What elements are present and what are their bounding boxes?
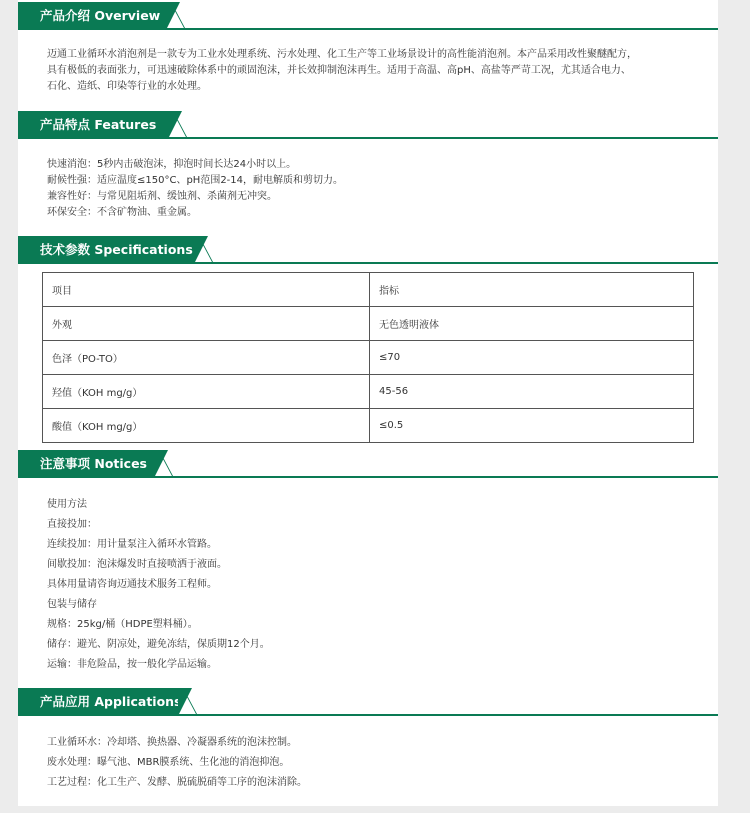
table-header-cell: 项目 bbox=[43, 273, 370, 307]
table-row bbox=[43, 341, 694, 375]
specs-section-header bbox=[18, 236, 718, 264]
notice-item: 连续投加：用计量泵注入循环水管路。 bbox=[47, 539, 217, 550]
application-item: 工艺过程：化工生产、发酵、脱硫脱硝等工序的泡沫消除。 bbox=[47, 777, 307, 788]
overview-line: 具有极低的表面张力，可迅速破除体系中的顽固泡沫，并长效抑制泡沫再生。适用于高温、高pH、高盐等严苛工况，尤其适合电力、 bbox=[47, 65, 631, 76]
notice-item: 具体用量请咨询迈通技术服务工程师。 bbox=[47, 579, 217, 590]
feature-item: 快速消泡：5秒内击破泡沫，抑泡时间长达24小时以上。 bbox=[47, 159, 297, 170]
notice-heading: 包装与储存 bbox=[47, 599, 97, 610]
feature-item: 耐候性强：适应温度≤150°C、pH范围2-14，耐电解质和剪切力。 bbox=[47, 175, 344, 186]
table-cell: 无色透明液体 bbox=[370, 307, 694, 341]
feature-item: 兼容性好：与常见阻垢剂、缓蚀剂、杀菌剂无冲突。 bbox=[47, 191, 277, 202]
overview-title: 产品介绍 Overview bbox=[18, 2, 166, 30]
table-cell: 羟值（KOH mg/g） bbox=[43, 375, 370, 409]
specifications-table bbox=[42, 272, 694, 443]
overview-text bbox=[47, 47, 637, 95]
notices-list bbox=[47, 495, 270, 675]
applications-title: 产品应用 Applications bbox=[18, 688, 178, 716]
table-cell: ≤0.5 bbox=[370, 409, 694, 443]
table-cell: ≤70 bbox=[370, 341, 694, 375]
features-list bbox=[47, 157, 343, 221]
specs-title: 技术参数 Specifications bbox=[18, 236, 194, 264]
table-cell: 色泽（PO-TO） bbox=[43, 341, 370, 375]
table-row bbox=[43, 375, 694, 409]
notices-section-header bbox=[18, 450, 718, 478]
features-section-header bbox=[18, 111, 718, 139]
notice-item: 规格：25kg/桶（HDPE塑料桶）。 bbox=[47, 619, 198, 630]
notice-item: 运输：非危险品，按一般化学品运输。 bbox=[47, 659, 217, 670]
applications-list bbox=[47, 733, 307, 793]
feature-item: 环保安全：不含矿物油、重金属。 bbox=[47, 207, 197, 218]
features-title: 产品特点 Features bbox=[18, 111, 168, 139]
table-header-cell: 指标 bbox=[370, 273, 694, 307]
overview-line: 迈通工业循环水消泡剂是一款专为工业水处理系统、污水处理、化工生产等工业场景设计的高性能消泡剂。本产品采用改性聚醚配方， bbox=[47, 49, 637, 60]
notice-item: 直接投加： bbox=[47, 519, 97, 530]
table-row bbox=[43, 409, 694, 443]
application-item: 工业循环水：冷却塔、换热器、冷凝器系统的泡沫控制。 bbox=[47, 737, 297, 748]
table-cell: 外观 bbox=[43, 307, 370, 341]
notice-item: 间歇投加：泡沫爆发时直接喷洒于液面。 bbox=[47, 559, 227, 570]
notice-heading: 使用方法 bbox=[47, 499, 87, 510]
product-detail-panel bbox=[18, 0, 718, 806]
application-item: 废水处理：曝气池、MBR膜系统、生化池的消泡抑泡。 bbox=[47, 757, 290, 768]
notices-title: 注意事项 Notices bbox=[18, 450, 154, 478]
overview-section-header bbox=[18, 2, 718, 30]
applications-section-header bbox=[18, 688, 718, 716]
table-cell: 45-56 bbox=[370, 375, 694, 409]
overview-line: 石化、造纸、印染等行业的水处理。 bbox=[47, 81, 207, 92]
table-cell: 酸值（KOH mg/g） bbox=[43, 409, 370, 443]
notice-item: 储存：避光、阴凉处，避免冻结，保质期12个月。 bbox=[47, 639, 270, 650]
table-row bbox=[43, 273, 694, 307]
table-row bbox=[43, 307, 694, 341]
